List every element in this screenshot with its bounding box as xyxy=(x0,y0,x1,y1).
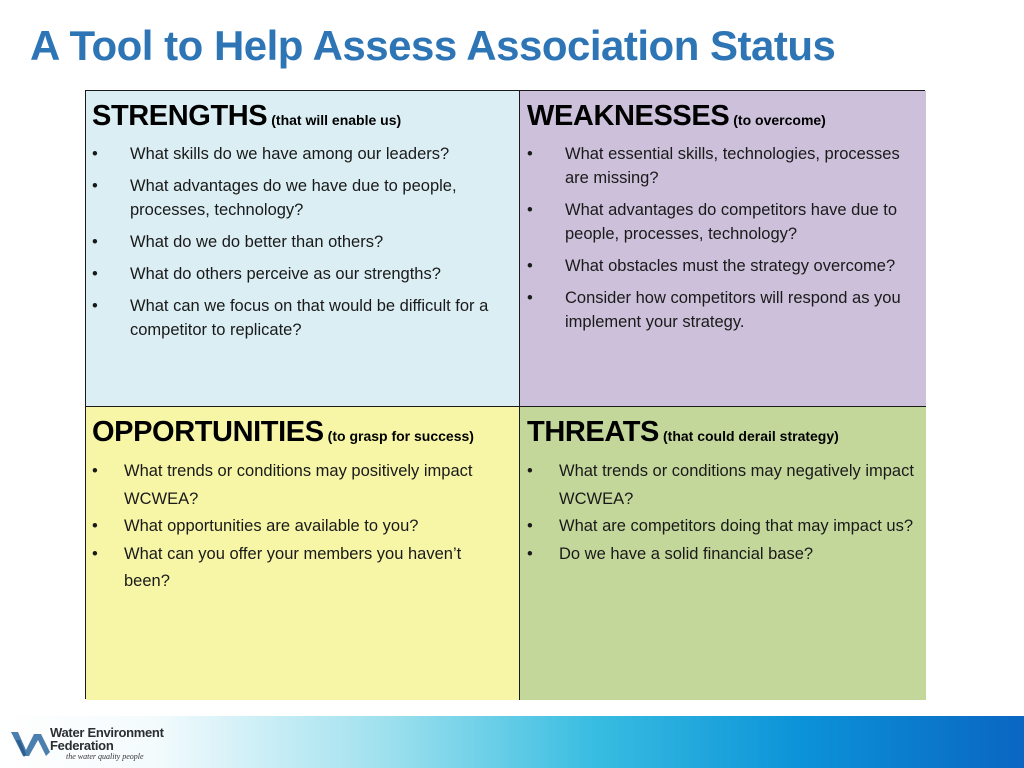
threats-subtitle: (that could derail strategy) xyxy=(663,428,839,444)
threats-heading xyxy=(527,415,914,454)
list-item: • What advantages do we have due to people, processes, technology? xyxy=(92,174,507,222)
weaknesses-quadrant xyxy=(520,91,926,407)
list-item: • What opportunities are available to you? xyxy=(92,513,507,541)
threats-list xyxy=(527,458,914,568)
list-item: • Do we have a solid financial base? xyxy=(527,541,914,569)
list-item: • What can you offer your members you haven’t been? xyxy=(92,541,507,596)
weaknesses-list xyxy=(527,142,914,334)
opportunities-list xyxy=(92,458,507,596)
footer-banner xyxy=(0,716,1024,768)
opportunities-quadrant xyxy=(86,407,520,700)
logo-line-2: Federation xyxy=(50,738,114,753)
list-item: • What do others perceive as our strengths? xyxy=(92,262,507,286)
strengths-quadrant xyxy=(86,91,520,407)
logo-tagline: the water quality people xyxy=(66,752,144,761)
list-item: • What skills do we have among our leaders? xyxy=(92,142,507,166)
strengths-title: STRENGTHS xyxy=(92,100,268,132)
strengths-list xyxy=(92,142,507,342)
weaknesses-subtitle: (to overcome) xyxy=(733,112,826,128)
opportunities-title: OPPORTUNITIES xyxy=(92,416,324,448)
wef-logo xyxy=(10,724,190,764)
swot-matrix xyxy=(85,90,925,699)
list-item: • What trends or conditions may negatively impact WCWEA? xyxy=(527,458,914,513)
wave-logo-icon xyxy=(10,726,54,760)
list-item: • What can we focus on that would be difficult for a competitor to replicate? xyxy=(92,294,507,342)
weaknesses-heading xyxy=(527,99,914,138)
opportunities-heading xyxy=(92,415,507,454)
list-item: • What do we do better than others? xyxy=(92,230,507,254)
list-item: • What essential skills, technologies, processes are missing? xyxy=(527,142,914,190)
threats-quadrant xyxy=(520,407,926,700)
threats-title: THREATS xyxy=(527,416,659,448)
list-item: • What are competitors doing that may impact us? xyxy=(527,513,914,541)
page-title: A Tool to Help Assess Association Status xyxy=(30,22,836,69)
strengths-subtitle: (that will enable us) xyxy=(271,112,402,128)
list-item: • What advantages do competitors have due to people, processes, technology? xyxy=(527,198,914,246)
opportunities-subtitle: (to grasp for success) xyxy=(327,428,474,444)
strengths-heading xyxy=(92,99,507,138)
list-item: • What trends or conditions may positively impact WCWEA? xyxy=(92,458,507,513)
logo-line-1: Water Environment xyxy=(50,725,164,740)
list-item: • What obstacles must the strategy overcome? xyxy=(527,254,914,278)
list-item: • Consider how competitors will respond as you implement your strategy. xyxy=(527,286,914,334)
weaknesses-title: WEAKNESSES xyxy=(527,100,730,132)
